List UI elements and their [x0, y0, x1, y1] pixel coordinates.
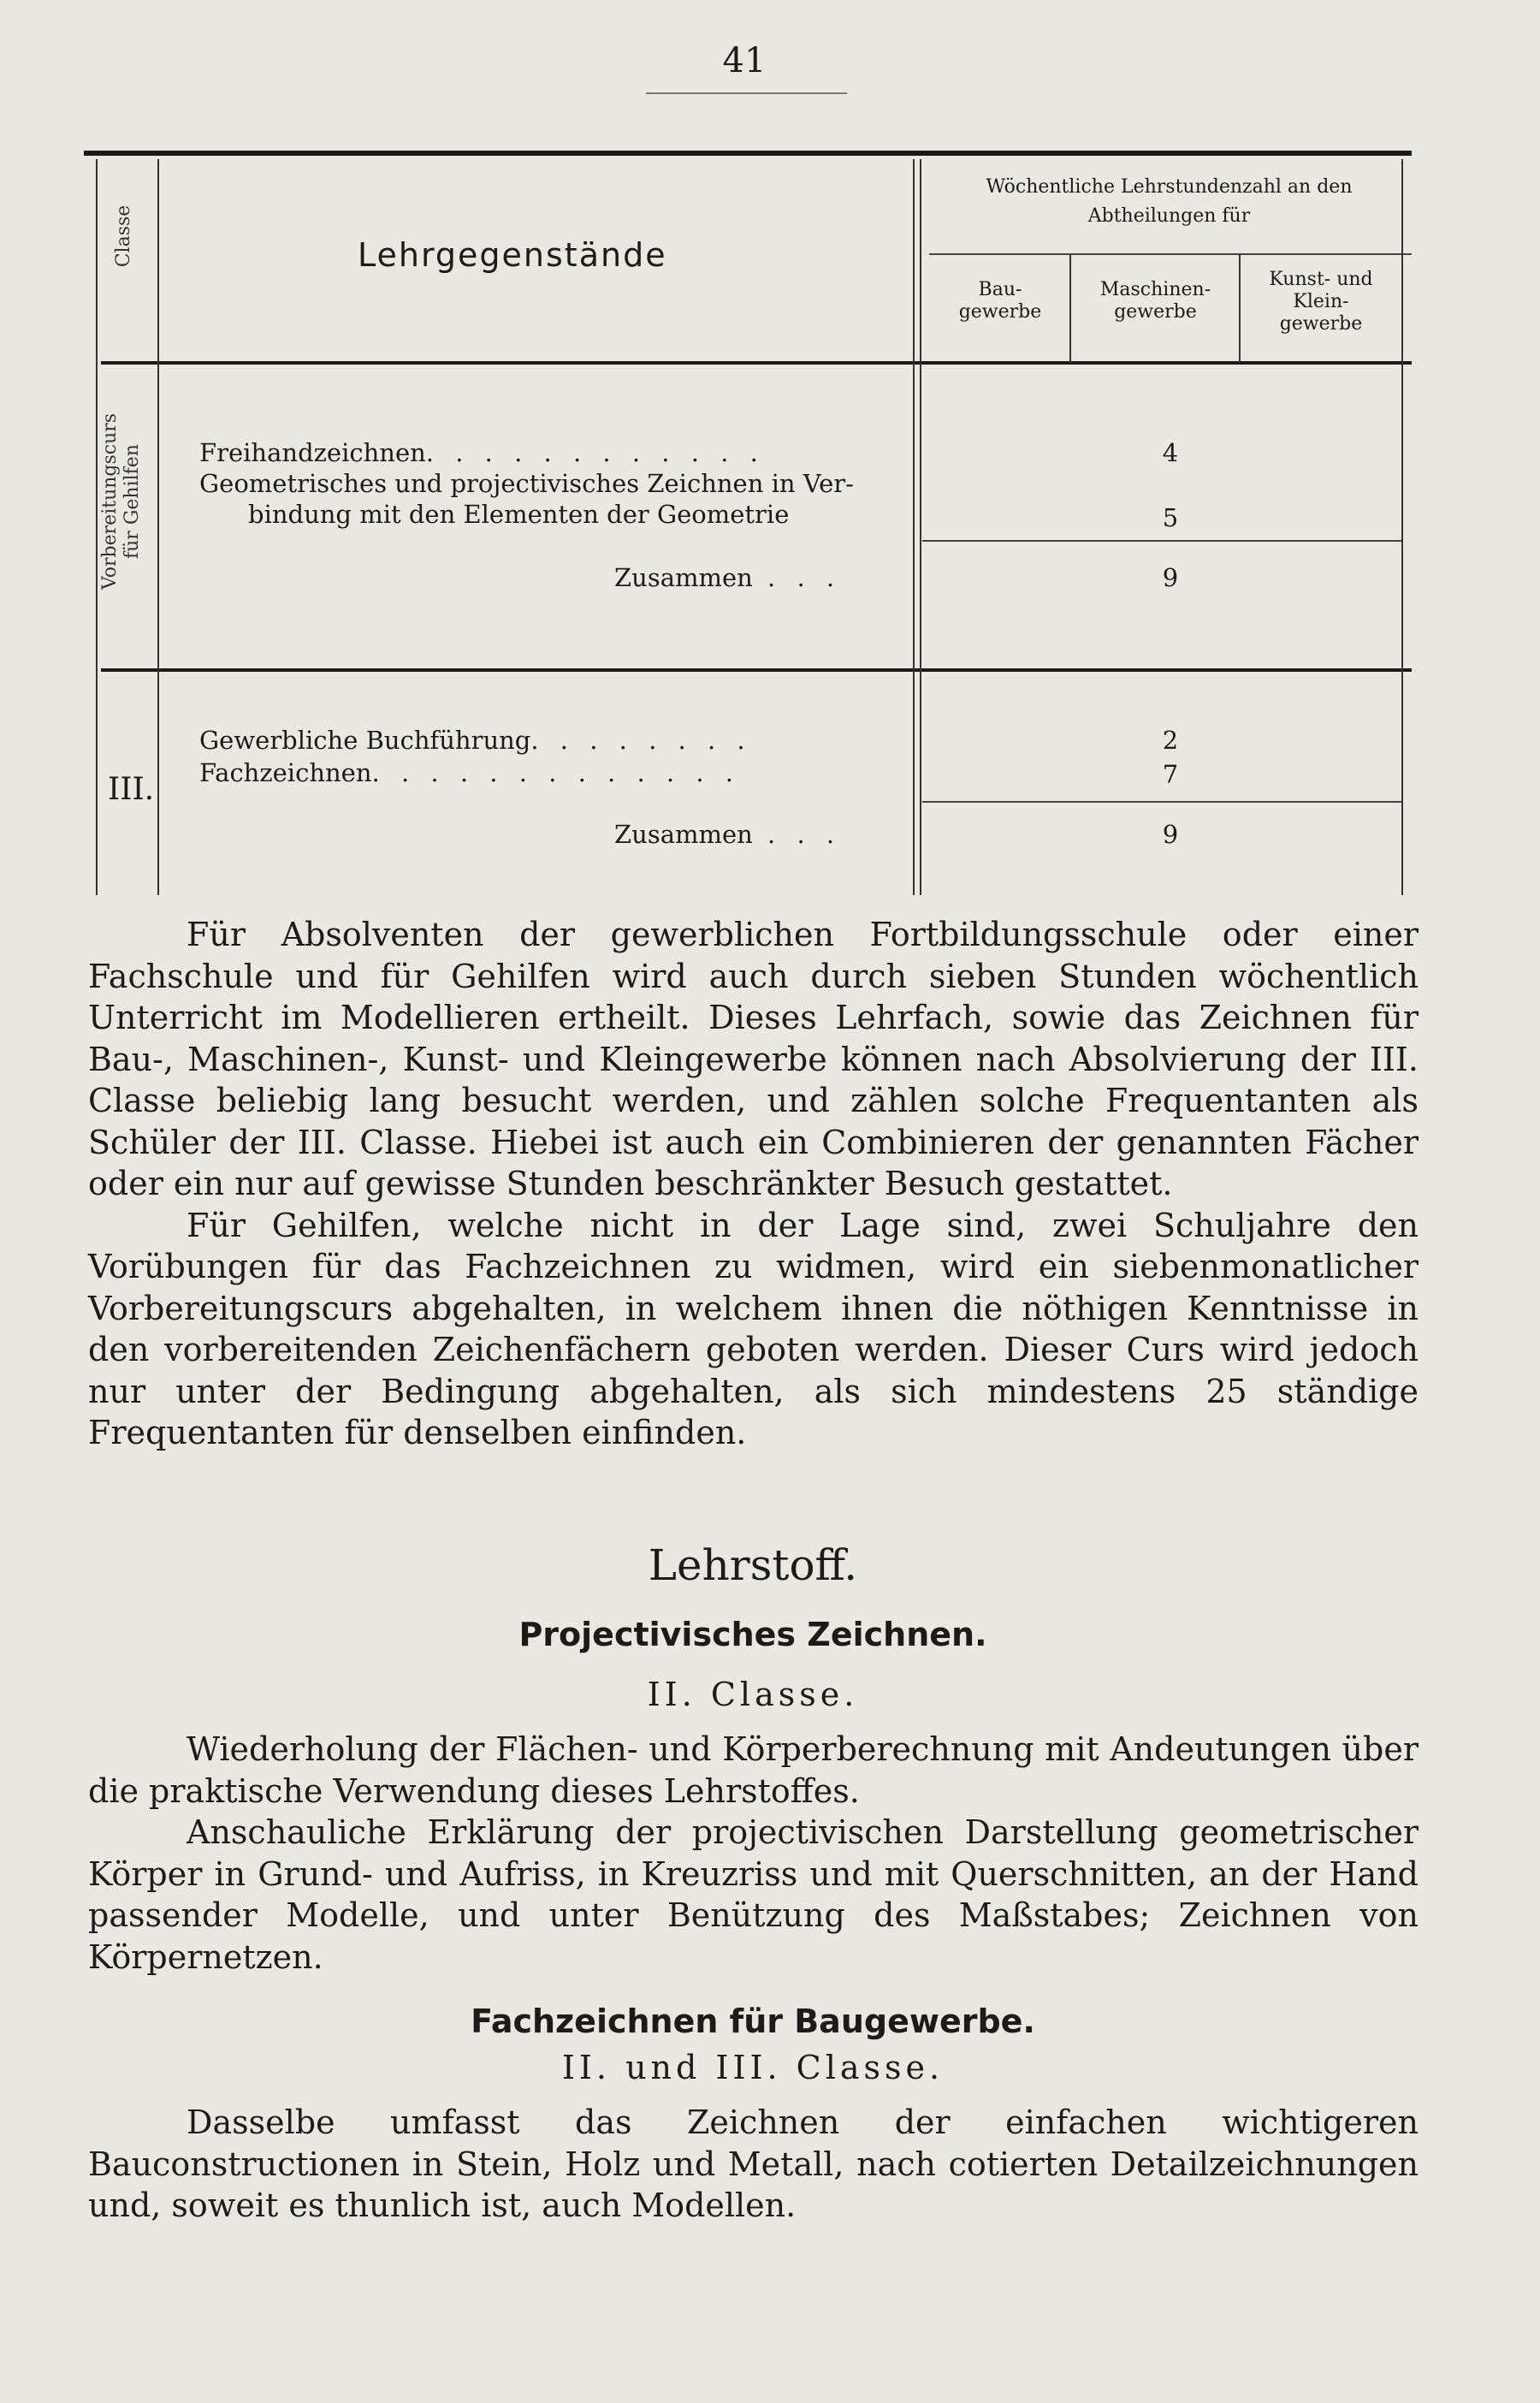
fachzeichnen-text	[88, 2102, 1419, 2227]
row-label: Fachzeichnen	[199, 758, 372, 787]
row-geometrisches-value: 5	[1162, 503, 1179, 532]
table-left-line	[96, 159, 98, 895]
section-fachzeichnen-title: Fachzeichnen für Baugewerbe.	[471, 2002, 1035, 2040]
header-kunst: Kunst- und Klein- gewerbe	[1269, 269, 1373, 335]
sum2-rule	[922, 801, 1401, 803]
row-fachzeichnen: Fachzeichnen. . . . . . . . . . . . .	[199, 758, 740, 787]
classe-column-line	[157, 159, 159, 895]
paragraph-wiederholung: Wiederholung der Flächen- und Körperberechnung mit Andeutungen über die praktische Verwendung dieses Lehrstoffes.	[88, 1730, 1419, 1810]
intro-paragraphs	[88, 914, 1419, 1454]
sum1-row: Zusammen . . .	[614, 563, 842, 592]
paragraph-dasselbe: Dasselbe umfasst das Zeichnen der einfachen wichtigeren Bauconstructionen in Stein, Holz und Metall, nach cotierten Detailzeichnungen und, soweit es thunlich ist, auch Modellen.	[88, 2103, 1419, 2224]
header-bau: Bau- gewerbe	[958, 279, 1042, 323]
row-label: Gewerbliche Buchführung	[199, 726, 531, 755]
header-maschinen: Maschinen- gewerbe	[1099, 279, 1211, 323]
header-bottom-rule	[101, 361, 1412, 365]
projectivisches-text	[88, 1729, 1419, 1978]
section-fachzeichnen-class: II. und III. Classe.	[561, 2049, 945, 2086]
row-fachzeichnen-value: 7	[1162, 760, 1179, 789]
row-geometrisches-line2: bindung mit den Elementen der Geometrie	[248, 500, 790, 529]
section1-label-line2: für Gehilfen	[121, 444, 143, 559]
section-divider-rule	[101, 668, 1412, 672]
paragraph-gehilfen: Für Gehilfen, welche nicht in der Lage sind, zwei Schuljahre den Vorübungen für das Fachzeichnen zu widmen, wird ein siebenmonatlicher Vorbereitungscurs abgehalten, in welchem ihnen die nöthigen Kenntnisse in den vorbereitenden Zeichenfächern geboten werden. Dieser Curs wird jedoch nur unter der Bedingung abgehalten, als sich mindestens 25 ständige Frequentanten für denselben einfinden.	[88, 1206, 1419, 1451]
page-number-rule	[646, 92, 847, 94]
lehrstoff-title: Lehrstoff.	[648, 1540, 858, 1590]
section1-label	[99, 373, 144, 630]
paragraph-absolventen: Für Absolventen der gewerblichen Fortbildungsschule oder einer Fachschule und für Gehilfen wird auch durch sieben Stunden wöchentlich Unterricht im Modellieren ertheilt. Dieses Lehrfach, sowie das Zeichnen für Bau-, Maschinen-, Kunst- und Kleingewerbe können nach Absolvierung der III. Classe beliebig lang besucht werden, und zählen solche Frequentanten als Schüler der III. Classe. Hiebei ist auch ein Combinieren der genannten Fächer oder ein nur auf gewisse Stunden beschränkter Besuch gestattet.	[88, 916, 1419, 1202]
row-buchfuehrung-value: 2	[1162, 726, 1179, 755]
sum1-rule	[922, 540, 1401, 542]
sum1-value: 9	[1162, 563, 1179, 592]
table-right-line	[1401, 159, 1403, 895]
table-top-rule	[84, 151, 1412, 156]
schedule-table	[84, 151, 1412, 904]
sum-label: Zusammen	[614, 563, 753, 592]
bau-column-line	[1069, 255, 1071, 363]
page-number: 41	[722, 41, 767, 80]
row-freihandzeichnen: Freihandzeichnen. . . . . . . . . . . .	[199, 438, 765, 467]
section1-label-line1: Vorbereitungscurs	[99, 412, 121, 590]
header-group: Wöchentliche Lehrstundenzahl an den Abtheilungen für	[986, 176, 1353, 227]
section-projectivisches-class: II. Classe.	[647, 1676, 859, 1713]
sum2-value: 9	[1162, 820, 1179, 849]
sum-label: Zusammen	[614, 820, 753, 849]
group-header-rule	[929, 253, 1412, 255]
row-buchfuehrung: Gewerbliche Buchführung. . . . . . . .	[199, 726, 752, 755]
section2-label: III.	[108, 772, 155, 807]
sum2-row: Zusammen . . .	[614, 820, 842, 849]
paragraph-erklaerung: Anschauliche Erklärung der projectivischen Darstellung geometrischer Körper in Grund- und Aufriss, in Kreuzriss und mit Querschnitten, an der Hand passender Modelle, und unter Benützung des Maßstabes; Zeichnen von Körpernetzen.	[88, 1813, 1419, 1976]
row-freihandzeichnen-value: 4	[1162, 438, 1179, 467]
header-subjects: Lehrgegenstände	[358, 236, 667, 274]
row-label: Freihandzeichnen	[199, 438, 426, 467]
row-geometrisches-line1: Geometrisches und projectivisches Zeichnen in Ver-	[199, 469, 854, 498]
subjects-column-line	[913, 159, 921, 895]
header-classe: Classe	[113, 205, 134, 268]
section-projectivisches-title: Projectivisches Zeichnen.	[518, 1616, 987, 1653]
